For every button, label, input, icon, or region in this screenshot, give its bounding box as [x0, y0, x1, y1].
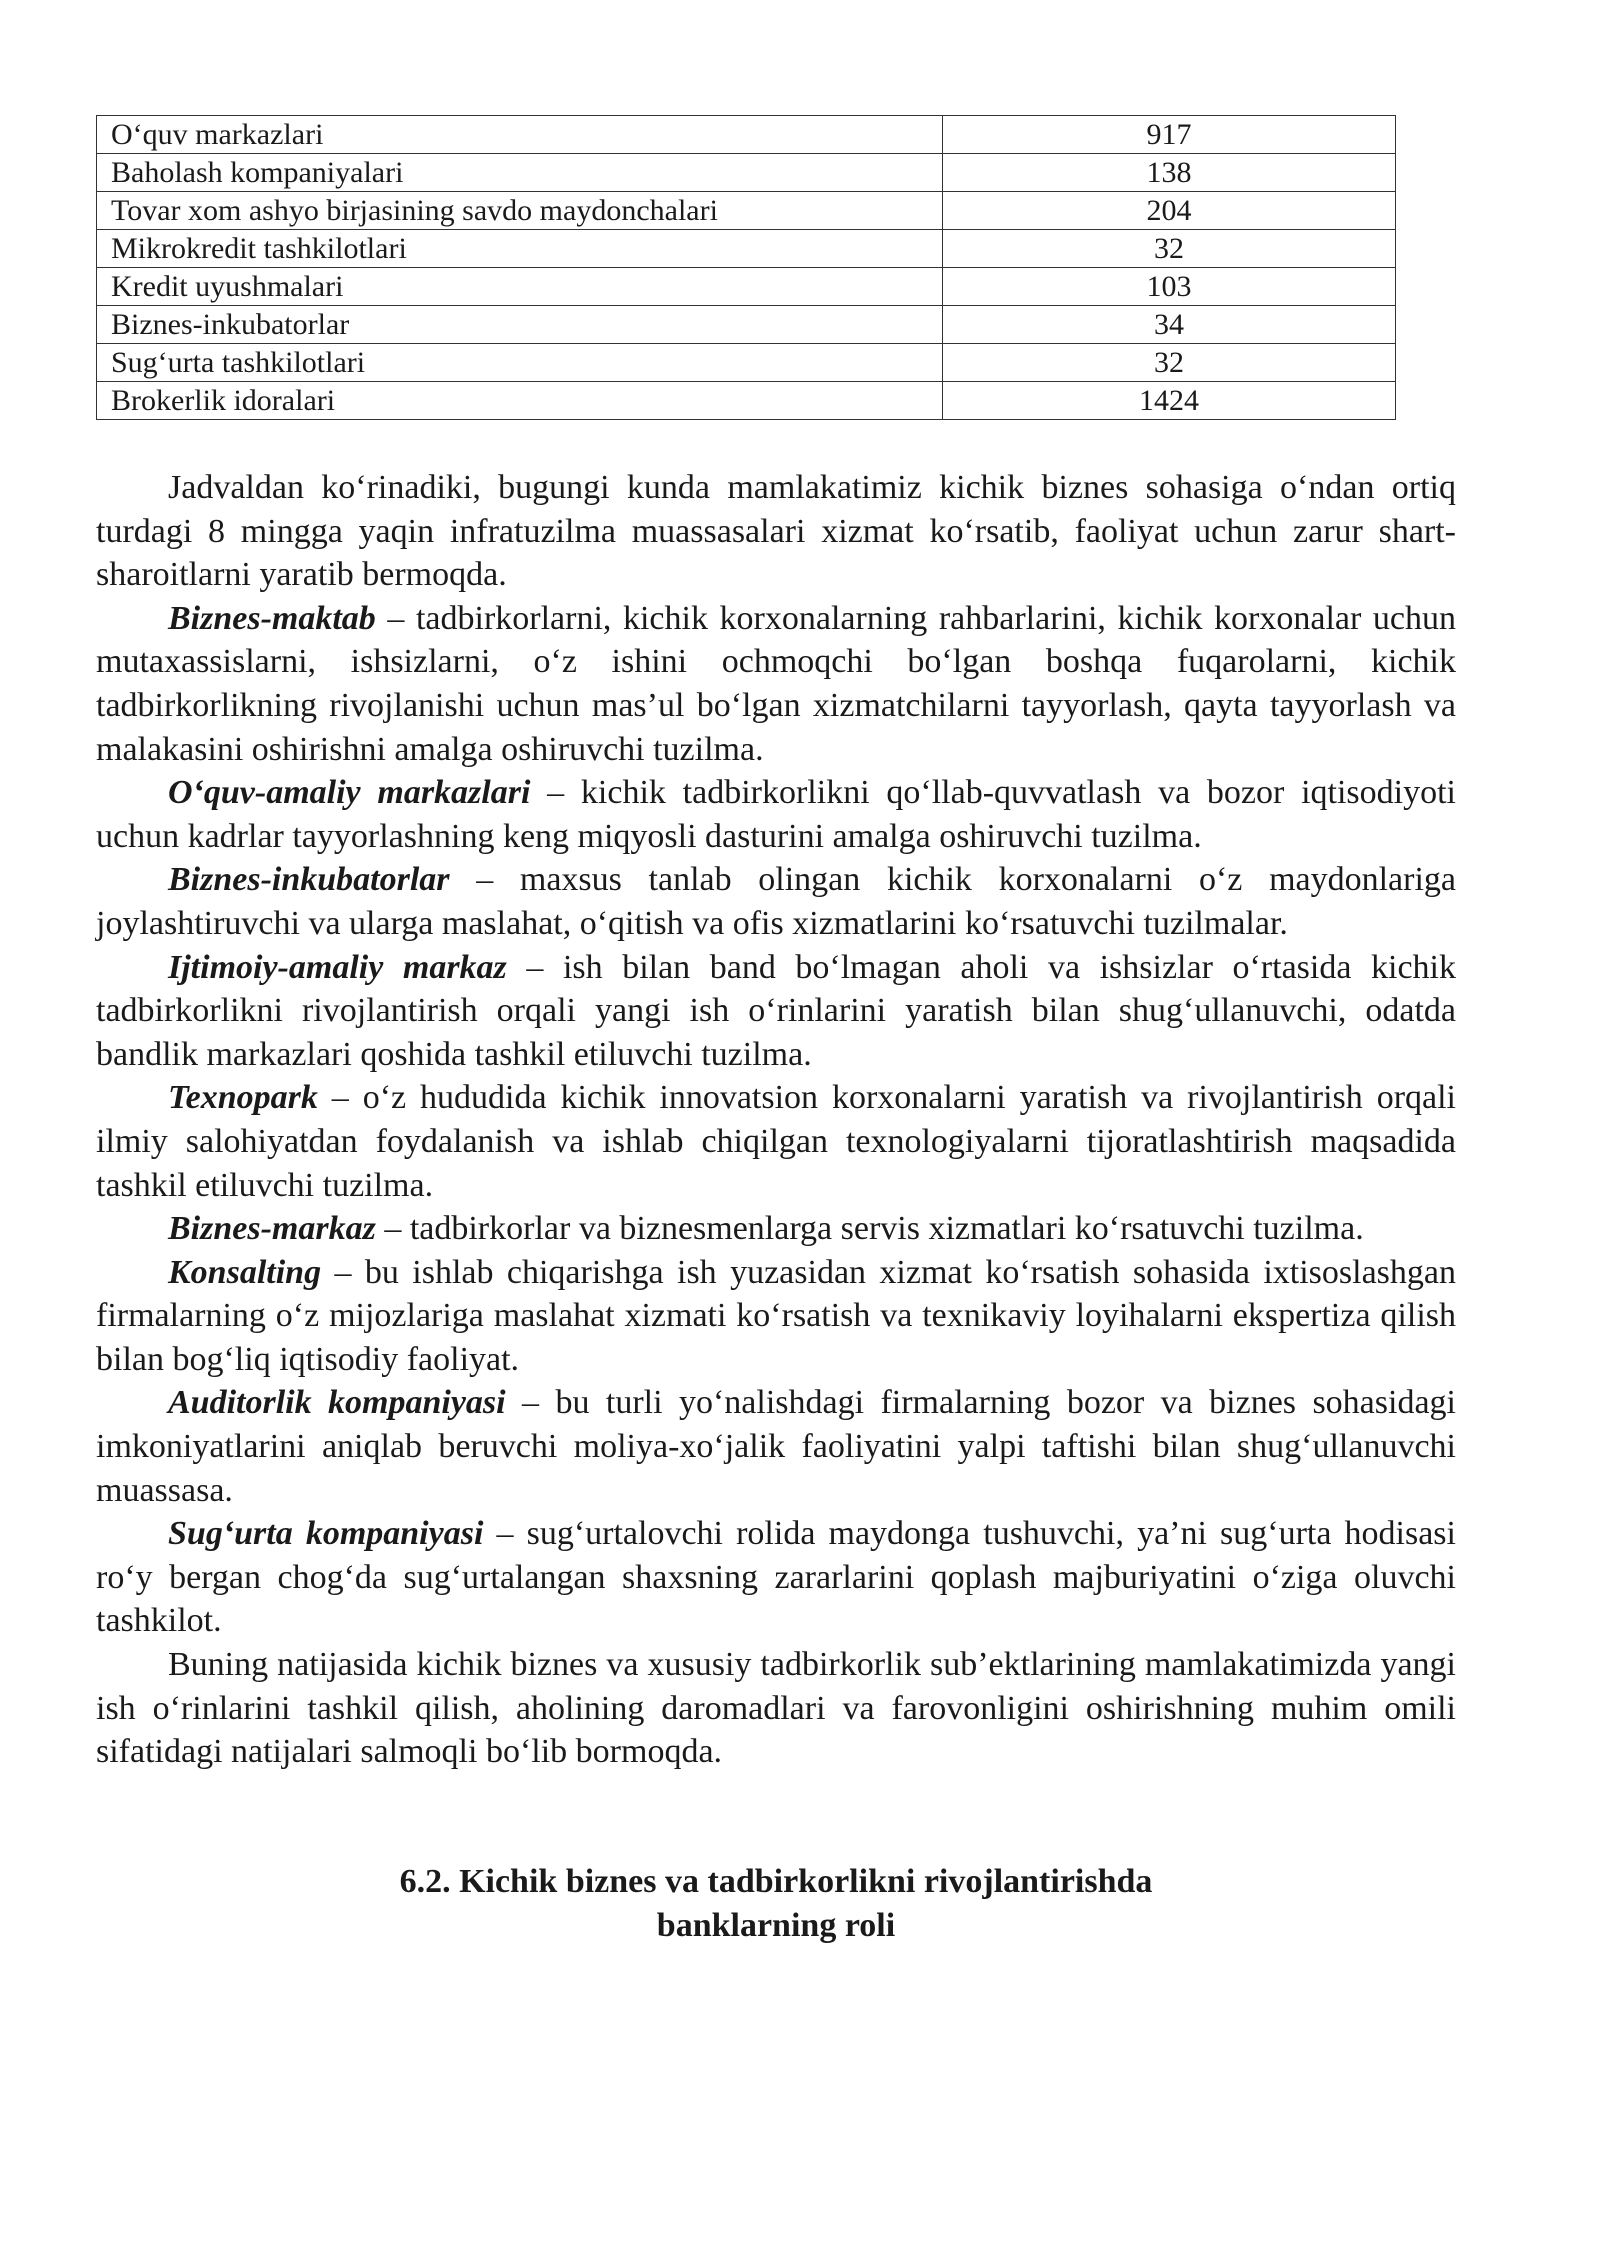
document-page	[96, 115, 1456, 1948]
term: Biznes-inkubatorlar	[168, 861, 450, 899]
row-value: 917	[943, 116, 1396, 154]
row-value: 1424	[943, 382, 1396, 420]
table-row	[97, 268, 1396, 306]
paragraph-biznes-inkubatorlar	[96, 858, 1456, 945]
row-label: Mikrokredit tashkilotlari	[97, 230, 943, 268]
row-value: 34	[943, 306, 1396, 344]
paragraph-oquv-amaliy	[96, 771, 1456, 858]
section-heading-line: banklarning roli	[656, 1906, 896, 1944]
definition: – tadbirkorlar va biznesmenlarga servis xizmatlari ko‘rsatuvchi tuzilma.	[375, 1210, 1364, 1248]
row-value: 32	[943, 230, 1396, 268]
term: Sug‘urta kompaniyasi	[168, 1515, 484, 1553]
definition: – tadbirkorlarni, kichik korxonalarning rahbarlarini, kichik korxonalar uchun mutaxassislarni, ishsizlarni, o‘z ishini ochmoqchi bo‘lgan boshqa fuqarolarni, kichik tadbirkorlikning rivojlanishi uchun mas’ul bo‘lgan xizmatchilarni tayyorlash, qayta tayyorlash va malakasini oshirishni amalga oshiruvchi tuzilma.	[96, 599, 1456, 768]
row-value: 138	[943, 154, 1396, 192]
row-label: Tovar xom ashyo birjasining savdo maydonchalari	[97, 192, 943, 230]
paragraph-conclusion	[96, 1643, 1456, 1774]
paragraph-biznes-markaz	[96, 1207, 1456, 1251]
table-row	[97, 382, 1396, 420]
row-label: O‘quv markazlari	[97, 116, 943, 154]
table-row	[97, 344, 1396, 382]
definition: – maxsus tanlab olingan kichik korxonalarni o‘z maydonlariga joylashtiruvchi va ularga maslahat, o‘qitish va ofis xizmatlarini ko‘rsatuvchi tuzilmalar.	[96, 861, 1456, 942]
row-label: Kredit uyushmalari	[97, 268, 943, 306]
term: O‘quv-amaliy markazlari	[168, 774, 531, 812]
row-value: 204	[943, 192, 1396, 230]
section-heading	[96, 1860, 1456, 1948]
definition: – bu turli yo‘nalishdagi firmalarning bozor va biznes sohasidagi imkoniyatlarini aniqlab beruvchi moliya-xo‘jalik faoliyatini yalpi taftishi bilan shug‘ullanuvchi muassasa.	[96, 1384, 1456, 1509]
definition: – ish bilan band bo‘lmagan aholi va ishsizlar o‘rtasida kichik tadbirkorlikni rivojlantirish orqali yangi ish o‘rinlarini yaratish bilan shug‘ullanuvchi, odatda bandlik markazlari qoshida tashkil etiluvchi tuzilma.	[96, 948, 1456, 1073]
body-text	[96, 466, 1456, 1774]
paragraph-konsalting	[96, 1251, 1456, 1382]
definition: – sug‘urtalovchi rolida maydonga tushuvchi, ya’ni sug‘urta hodisasi ro‘y bergan chog‘da sug‘urtalangan shaxsning zararlarini qoplash majburiyatini o‘ziga oluvchi tashkilot.	[96, 1515, 1456, 1640]
table-row	[97, 154, 1396, 192]
term: Biznes-maktab	[168, 599, 376, 637]
paragraph-auditorlik	[96, 1381, 1456, 1512]
definition: – kichik tadbirkorlikni qo‘llab-quvvatlash va bozor iqtisodiyoti uchun kadrlar tayyorlashning keng miqyosli dasturini amalga oshiruvchi tuzilma.	[96, 774, 1456, 855]
term: Ijtimoiy-amaliy markaz	[168, 948, 507, 986]
table-row	[97, 306, 1396, 344]
term: Konsalting	[168, 1253, 322, 1291]
row-label: Sug‘urta tashkilotlari	[97, 344, 943, 382]
row-label: Baholash kompaniyalari	[97, 154, 943, 192]
term: Auditorlik kompaniyasi	[168, 1384, 506, 1422]
paragraph-sugurta	[96, 1512, 1456, 1643]
term: Biznes-markaz	[168, 1210, 376, 1248]
paragraph-texnopark	[96, 1076, 1456, 1207]
definition: – o‘z hududida kichik innovatsion korxonalarni yaratish va rivojlantirish orqali ilmiy salohiyatdan foydalanish va ishlab chiqilgan texnologiyalarni tijoratlashtirish maqsadida tashkil etiluvchi tuzilma.	[96, 1079, 1456, 1204]
row-value: 32	[943, 344, 1396, 382]
row-label: Brokerlik idoralari	[97, 382, 943, 420]
definition: Buning natijasida kichik biznes va xususiy tadbirkorlik sub’ektlarining mamlakatimizda yangi ish o‘rinlarini tashkil qilish, aholining daromadlari va farovonligini oshirishning muhim omili sifatidagi natijalari salmoqli bo‘lib bormoqda.	[96, 1646, 1456, 1771]
table-row	[97, 116, 1396, 154]
table-row	[97, 230, 1396, 268]
paragraph-ijtimoiy-amaliy	[96, 946, 1456, 1077]
definition: Jadvaldan ko‘rinadiki, bugungi kunda mamlakatimiz kichik biznes sohasiga o‘ndan ortiq turdagi 8 mingga yaqin infratuzilma muassasalari xizmat ko‘rsatib, faoliyat uchun zarur shart-sharoitlarni yaratib bermoqda.	[96, 469, 1456, 594]
definition: – bu ishlab chiqarishga ish yuzasidan xizmat ko‘rsatish sohasida ixtisoslashgan firmalarning o‘z mijozlariga maslahat xizmati ko‘rsatish va texnikaviy loyihalarni ekspertiza qilish bilan bog‘liq iqtisodiy faoliyat.	[96, 1253, 1456, 1378]
row-label: Biznes-inkubatorlar	[97, 306, 943, 344]
paragraph-biznes-maktab	[96, 597, 1456, 771]
infrastructure-table	[96, 115, 1396, 420]
paragraph-intro	[96, 466, 1456, 597]
term: Texnopark	[168, 1079, 318, 1117]
section-heading-line: 6.2. Kichik biznes va tadbirkorlikni rivojlantirishda	[399, 1862, 1153, 1900]
table-row	[97, 192, 1396, 230]
row-value: 103	[943, 268, 1396, 306]
